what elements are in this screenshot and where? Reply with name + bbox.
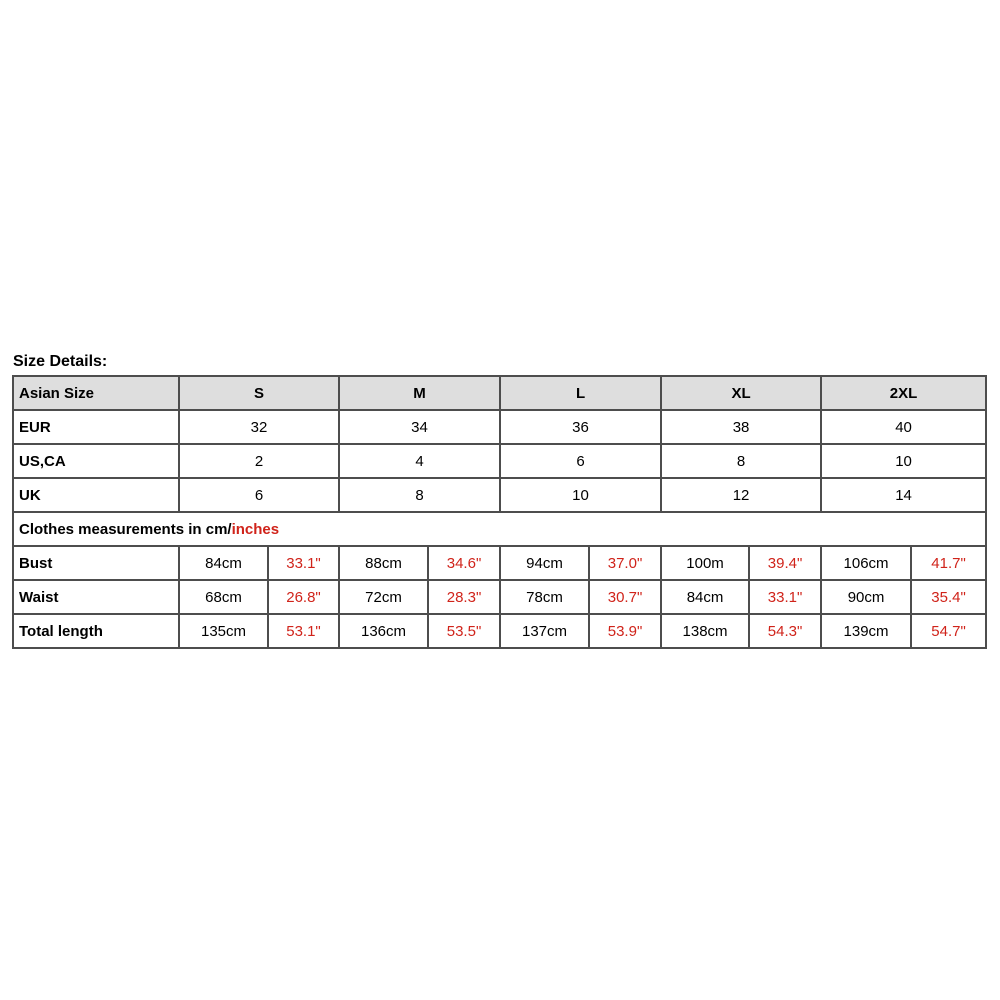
size-value-cell: 10 (501, 479, 662, 513)
cm-value-cell: 72cm (340, 581, 429, 615)
row-label: Asian Size (14, 377, 180, 411)
cm-value-cell: 138cm (662, 615, 750, 649)
size-value-cell: 2 (180, 445, 340, 479)
inch-value-cell: 35.4" (912, 581, 987, 615)
cm-value-cell: 136cm (340, 615, 429, 649)
size-value-cell: 32 (180, 411, 340, 445)
measurements-title (14, 513, 987, 547)
size-value-cell: 12 (662, 479, 822, 513)
inch-value-cell: 37.0" (590, 547, 662, 581)
size-value-cell: 6 (501, 445, 662, 479)
row-label: EUR (14, 411, 180, 445)
row-label: Waist (14, 581, 180, 615)
cm-value-cell: 88cm (340, 547, 429, 581)
size-header-row (14, 377, 987, 411)
row-label: Total length (14, 615, 180, 649)
size-value-cell: 8 (340, 479, 501, 513)
size-column-header: L (501, 377, 662, 411)
measurement-row-bust (14, 547, 987, 581)
conversion-row-eur (14, 411, 987, 445)
size-column-header: S (180, 377, 340, 411)
size-value-cell: 38 (662, 411, 822, 445)
conversion-row-us-ca (14, 445, 987, 479)
cm-value-cell: 137cm (501, 615, 590, 649)
inch-value-cell: 53.9" (590, 615, 662, 649)
size-value-cell: 34 (340, 411, 501, 445)
size-value-cell: 10 (822, 445, 987, 479)
inch-value-cell: 28.3" (429, 581, 501, 615)
size-details-section (12, 352, 985, 649)
cm-value-cell: 68cm (180, 581, 269, 615)
size-chart-table (12, 375, 987, 649)
cm-value-cell: 94cm (501, 547, 590, 581)
cm-value-cell: 84cm (662, 581, 750, 615)
inch-value-cell: 34.6" (429, 547, 501, 581)
measurements-title-row (14, 513, 987, 547)
inch-value-cell: 53.1" (269, 615, 340, 649)
cm-value-cell: 106cm (822, 547, 912, 581)
size-value-cell: 8 (662, 445, 822, 479)
inch-value-cell: 30.7" (590, 581, 662, 615)
inch-value-cell: 54.3" (750, 615, 822, 649)
size-value-cell: 36 (501, 411, 662, 445)
inch-value-cell: 41.7" (912, 547, 987, 581)
row-label: US,CA (14, 445, 180, 479)
size-column-header: M (340, 377, 501, 411)
measurements-title-prefix: Clothes measurements in cm/ (19, 520, 232, 538)
size-value-cell: 4 (340, 445, 501, 479)
conversion-row-uk (14, 479, 987, 513)
size-details-caption: Size Details: (13, 353, 108, 370)
inch-value-cell: 33.1" (750, 581, 822, 615)
cm-value-cell: 100m (662, 547, 750, 581)
size-value-cell: 40 (822, 411, 987, 445)
size-column-header: 2XL (822, 377, 987, 411)
inch-value-cell: 39.4" (750, 547, 822, 581)
measurement-row-total-length (14, 615, 987, 649)
inch-value-cell: 33.1" (269, 547, 340, 581)
size-value-cell: 6 (180, 479, 340, 513)
row-label: UK (14, 479, 180, 513)
size-column-header: XL (662, 377, 822, 411)
cm-value-cell: 135cm (180, 615, 269, 649)
inch-value-cell: 54.7" (912, 615, 987, 649)
cm-value-cell: 78cm (501, 581, 590, 615)
cm-value-cell: 90cm (822, 581, 912, 615)
size-value-cell: 14 (822, 479, 987, 513)
inch-value-cell: 26.8" (269, 581, 340, 615)
row-label: Bust (14, 547, 180, 581)
measurements-title-accent: inches (231, 520, 280, 538)
cm-value-cell: 139cm (822, 615, 912, 649)
cm-value-cell: 84cm (180, 547, 269, 581)
inch-value-cell: 53.5" (429, 615, 501, 649)
measurement-row-waist (14, 581, 987, 615)
